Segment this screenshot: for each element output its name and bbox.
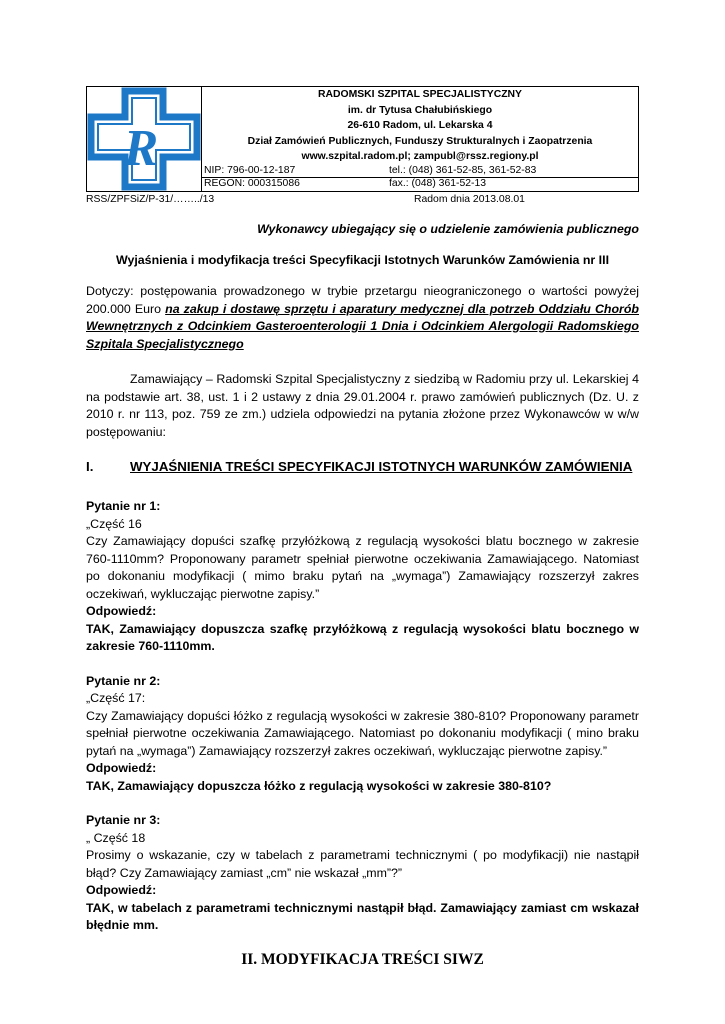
subject-object: na zakup i dostawę sprzętu i aparatury medycznej dla potrzeb Oddziału Chorób Wewnętrznych z Odcinkiem Gasteroenterologii 1 Dnia i Odcinkiem Alergologii Radomskiego Szpitala Specjalistycznego bbox=[86, 301, 639, 351]
answer-label: Odpowiedź: bbox=[86, 883, 157, 897]
document-page bbox=[86, 86, 639, 969]
fax: fax.: (048) 361-52-13 bbox=[389, 178, 487, 189]
hospital-cross-r-icon bbox=[87, 87, 201, 191]
answer-label: Odpowiedź: bbox=[86, 604, 157, 618]
section-1-heading bbox=[86, 459, 639, 479]
answer-text: TAK, Zamawiający dopuszcza łóżko z regulacją wysokości w zakresie 380-810? bbox=[86, 778, 552, 793]
answer-text: TAK, Zamawiający dopuszcza szafkę przyłóżkową z regulacją wysokości blatu bocznego w zakresie 760-1110mm. bbox=[86, 621, 639, 653]
ref-number: RSS/ZPFSiZ/P-31/……../13 bbox=[86, 194, 215, 205]
section-2-title: II. MODYFIKACJA TREŚCI SIWZ bbox=[241, 950, 484, 968]
question-1 bbox=[86, 498, 639, 656]
section-1-title: WYJAŚNIENIA TREŚCI SPECYFIKACJI ISTOTNYCH WARUNKÓW ZAMÓWIENIA bbox=[130, 459, 633, 474]
answer-label: Odpowiedź: bbox=[86, 761, 157, 775]
letterhead bbox=[86, 86, 639, 192]
section-1-number: I. bbox=[86, 459, 94, 474]
question-label: Pytanie nr 2: bbox=[86, 673, 161, 688]
org-patron: im. dr Tytusa Chałubińskiego bbox=[347, 104, 493, 116]
hospital-logo bbox=[87, 87, 202, 191]
addressee: Wykonawcy ubiegający się o udzielenie zamówienia publicznego bbox=[257, 222, 639, 236]
question-text: Prosimy o wskazanie, czy w tabelach z parametrami technicznymi ( po modyfikacji) nie nastąpił błąd? Czy Zamawiający zamiast „cm” nie wskazał „mm”?” bbox=[86, 848, 639, 880]
date-line: Radom dnia 2013.08.01 bbox=[414, 194, 525, 205]
question-2 bbox=[86, 673, 639, 796]
svg-text:R: R bbox=[123, 120, 159, 177]
question-3 bbox=[86, 812, 639, 935]
org-department: Dział Zamówień Publicznych, Funduszy Strukturalnych i Zaopatrzenia bbox=[247, 135, 593, 147]
question-label: Pytanie nr 1: bbox=[86, 499, 161, 513]
letterhead-text bbox=[202, 87, 638, 165]
org-address: 26-610 Radom, ul. Lekarska 4 bbox=[347, 120, 493, 131]
question-text: Czy Zamawiający dopuści szafkę przyłóżkową z regulacją wysokości blatu bocznego w zakresie 760-1110mm? Proponowany parametr spełniał pierwotne oczekiwania Zamawiającego. Natomiast po dokonaniu modyfikacji ( mimo braku pytań na „wymaga”) Zamawiający rozszerzył zakres oczekiwań, wykluczając pierwotne zapisy.” bbox=[86, 534, 639, 601]
question-text: Czy Zamawiający dopuści łóżko z regulacją wysokości w zakresie 380-810? Proponowany parametr spełniał pierwotne oczekiwania Zamawiającego. Natomiast po dokonaniu modyfikacji ( mino braku pytań na „wymaga”) Zamawiający rozszerzył zakres oczekiwań, wykluczając pierwotne zapisy.” bbox=[86, 708, 639, 758]
org-web-email: www.szpital.radom.pl; zampubl@rssz.regiony.pl bbox=[301, 151, 539, 162]
letterhead-contact bbox=[202, 164, 638, 190]
nip: NIP: 796-00-12-187 bbox=[204, 165, 296, 176]
question-part: „Część 16 bbox=[86, 516, 142, 531]
tel: tel.: (048) 361-52-85, 361-52-83 bbox=[389, 165, 537, 176]
answer-text: TAK, w tabelach z parametrami technicznymi nastąpił błąd. Zamawiający zamiast cm wskazał błędnie mm. bbox=[86, 900, 639, 932]
reference-line bbox=[86, 194, 639, 210]
subject-paragraph bbox=[86, 283, 639, 353]
question-label: Pytanie nr 3: bbox=[86, 813, 161, 827]
org-name: RADOMSKI SZPITAL SPECJALISTYCZNY bbox=[318, 89, 522, 100]
intro-paragraph: Zamawiający – Radomski Szpital Specjalistyczny z siedzibą w Radomiu przy ul. Lekarskiej 4 na podstawie art. 38, ust. 1 i 2 ustawy z dnia 29.01.2004 r. prawo zamówień publicznych (Dz. U. z 2010 r. nr 113, poz. 759 ze zm.) udziela odpowiedzi na pytania złożone przez Wykonawców w w/w postępowaniu: bbox=[86, 372, 639, 439]
doc-title: Wyjaśnienia i modyfikacja treści Specyfikacji Istotnych Warunków Zamówienia nr III bbox=[115, 253, 610, 267]
question-part: „ Część 18 bbox=[86, 830, 146, 845]
regon: REGON: 000315086 bbox=[204, 178, 300, 189]
question-part: „Część 17: bbox=[86, 691, 146, 705]
subject-intro: Dotyczy: postępowania prowadzonego w trybie przetargu nieograniczonego o wartości powyżej 200.000 Euro bbox=[86, 284, 639, 316]
